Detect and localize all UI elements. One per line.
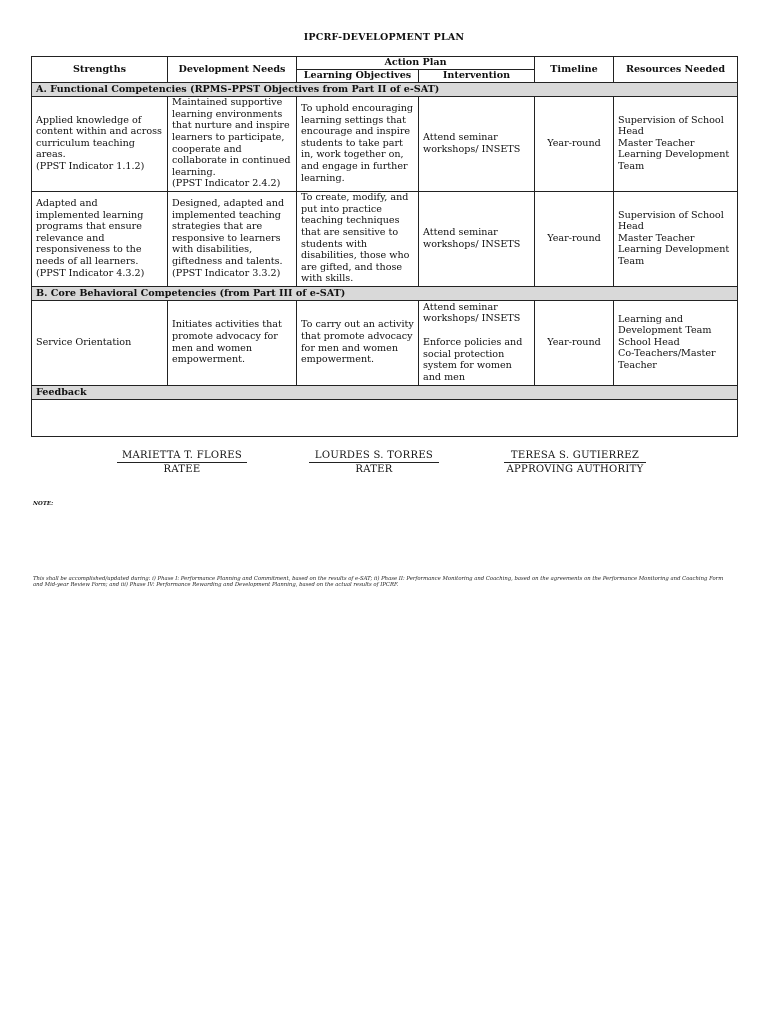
timeline-cell: Year-round xyxy=(535,191,614,286)
rater-role: RATER xyxy=(355,464,393,475)
header-timeline: Timeline xyxy=(535,57,614,83)
section-a-row xyxy=(32,82,738,96)
approving-authority-name: TERESA S. GUTIERREZ xyxy=(504,450,646,463)
development-need-cell: Initiates activities that promote advocacy for men and women empowerment. xyxy=(168,300,297,385)
header-action-plan: Action Plan xyxy=(297,57,535,70)
resources-cell: Supervision of School Head Master Teacher Learning Development Team xyxy=(614,191,738,286)
section-a-title: A. Functional Competencies (RPMS-PPST Objectives from Part II of e-SAT) xyxy=(32,82,738,96)
feedback-title: Feedback xyxy=(32,385,738,399)
strength-cell: Adapted and implemented learning programs that ensure relevance and responsiveness to the needs of all learners. (PPST Indicator 4.3.2) xyxy=(32,191,168,286)
header-row xyxy=(32,57,738,70)
resources-cell: Supervision of School Head Master Teacher Learning Development Team xyxy=(614,96,738,191)
header-learning-objectives: Learning Objectives xyxy=(297,70,419,83)
signature-rater xyxy=(309,450,439,475)
timeline-cell: Year-round xyxy=(535,96,614,191)
signature-approving-authority xyxy=(504,450,646,475)
intervention-cell: Attend seminar workshops/ INSETS xyxy=(419,96,535,191)
intervention-cell: Attend seminar workshops/ INSETS xyxy=(419,191,535,286)
development-need-cell: Designed, adapted and implemented teaching strategies that are responsive to learners with disabilities, giftedness and talents. (PPST Indicator 3.3.2) xyxy=(168,191,297,286)
feedback-body-row xyxy=(32,399,738,436)
ratee-role: RATEE xyxy=(163,464,201,475)
rater-name: LOURDES S. TORRES xyxy=(309,450,439,463)
timeline-cell: Year-round xyxy=(535,300,614,385)
document-title: IPCRF-DEVELOPMENT PLAN xyxy=(303,32,465,43)
header-development-needs: Development Needs xyxy=(168,57,297,83)
section-b-title: B. Core Behavioral Competencies (from Part III of e-SAT) xyxy=(32,286,738,300)
header-strengths: Strengths xyxy=(32,57,168,83)
table-row xyxy=(32,300,738,385)
development-need-cell: Maintained supportive learning environments that nurture and inspire learners to participate, cooperate and collaborate in continued learning. (PPST Indicator 2.4.2) xyxy=(168,96,297,191)
intervention-item: Attend seminar workshops/ INSETS xyxy=(423,301,521,325)
feedback-field[interactable] xyxy=(32,399,738,436)
development-plan-table xyxy=(31,56,738,437)
header-intervention: Intervention xyxy=(419,70,535,83)
learning-objective-cell: To create, modify, and put into practice teaching techniques that are sensitive to students with disabilities, those who are gifted, and those with skills. xyxy=(297,191,419,286)
footnote: This shall be accomplished/updated during: i) Phase I: Performance Planning and Commitment, based on the results of e-SAT; ii) Phase II: Performance Monitoring and Coaching, based on the agreements on the Performance Monitoring and Coaching Form and Mid-year Review Form; and iii) Phase IV: Performance Rewarding and Development Planning, based on the actual results of IPCRF. xyxy=(33,576,724,589)
intervention-item: Enforce policies and social protection system for women and men xyxy=(423,337,523,383)
feedback-row xyxy=(32,385,738,399)
signature-ratee xyxy=(117,450,247,475)
learning-objective-cell: To carry out an activity that promote advocacy for men and women empowerment. xyxy=(297,300,419,385)
table-row xyxy=(32,191,738,286)
header-resources-needed: Resources Needed xyxy=(614,57,738,83)
strength-cell: Applied knowledge of content within and across curriculum teaching areas. (PPST Indicator 1.1.2) xyxy=(32,96,168,191)
learning-objective-cell: To uphold encouraging learning settings that encourage and inspire students to take part in, work together on, and engage in further learning. xyxy=(297,96,419,191)
approving-authority-role: APPROVING AUTHORITY xyxy=(506,464,644,475)
section-b-row xyxy=(32,286,738,300)
resources-cell: Learning and Development Team School Head Co-Teachers/Master Teacher xyxy=(614,300,738,385)
intervention-cell xyxy=(419,300,535,385)
note-label: NOTE: xyxy=(33,501,54,507)
strength-cell: Service Orientation xyxy=(32,300,168,385)
table-row xyxy=(32,96,738,191)
ratee-name: MARIETTA T. FLORES xyxy=(117,450,247,463)
